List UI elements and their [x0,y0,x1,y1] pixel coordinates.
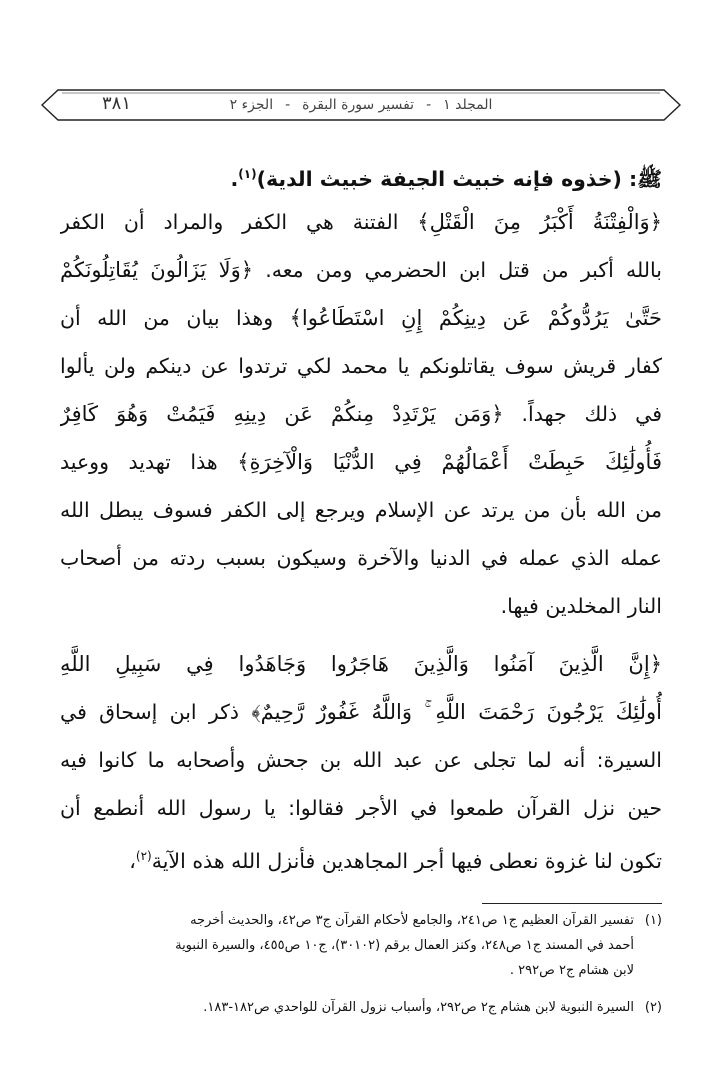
page-number: ٣٨١ [102,93,132,114]
part-label: الجزء ٢ [229,97,274,113]
text-line: من الله بأن من يرتد عن الإسلام ويرجع إلى الكفر فسوف يبطل الله [60,498,662,522]
text-line: حَتَّىٰ يَرُدُّوكُمْ عَن دِينِكُمْ إِنِ اسْتَطَاعُوا﴾ وهذا بيان من الله أن [60,306,662,330]
footnote-ref-2: (٢) [135,849,152,863]
page-header [40,84,682,126]
quran-verse: ﴿وَمَن يَرْتَدِدْ مِنكُمْ عَن دِينِهِ فَيَمُتْ وَهُوَ كَافِرٌ [60,402,504,426]
footnote-line: لابن هشام ج٢ ص٢٩٢ . [509,963,634,978]
running-title [40,92,682,118]
text-line: السيرة: أنه لما تجلى عن عبد الله بن جحش وأصحابه ما كانوا فيه [60,748,662,772]
text-line: تكون لنا غزوة نعطى فيها أجر المجاهدين فأنزل الله هذه الآية$^{(٢)}$، [129,848,662,873]
quran-verse: أُولَٰئِكَ يَرْجُونَ رَحْمَتَ اللَّهِ ۚ وَاللَّهُ غَفُورٌ رَّحِيمٌ﴾ [251,700,662,724]
footnote-line: تفسير القرآن العظيم ج١ ص٢٤١، والجامع لأحكام القرآن ج٣ ص٤٢، والحديث أخرجه [190,913,634,928]
quran-verse: ﴿وَالْفِتْنَةُ أَكْبَرُ مِنَ الْقَتْلِ﴾ [417,210,662,234]
footnote-number: (٢) [644,1000,662,1015]
main-text [60,150,662,880]
footnote-divider [482,903,662,904]
text-line: كفار قريش سوف يقاتلونكم يا محمد لكي ترتدوا عن دينكم ولن يألوا [60,354,662,378]
quran-verse: حَتَّىٰ يَرُدُّوكُمْ عَن دِينِكُمْ إِنِ اسْتَطَاعُوا﴾ [289,306,662,330]
text-line: عمله الذي عمله في الدنيا والآخرة وسيكون بسبب ردته من أصحاب [60,546,662,570]
book-title: تفسير سورة البقرة [302,97,415,113]
quran-verse: فَأُولَٰئِكَ حَبِطَتْ أَعْمَالُهُمْ فِي الدُّنْيَا وَالْآخِرَةِ﴾ [237,450,662,474]
text-line [60,640,662,688]
text-line: بالله أكبر من قتل ابن الحضرمي ومن معه. ﴿وَلَا يَزَالُونَ يُقَاتِلُونَكُمْ [60,258,662,282]
footnote-2 [60,995,662,1020]
text-line: فَأُولَٰئِكَ حَبِطَتْ أَعْمَالُهُمْ فِي الدُّنْيَا وَالْآخِرَةِ﴾ هذا تهديد ووعيد [60,450,662,474]
volume-label: المجلد ١ [443,97,493,113]
text-line: ﷺ: (خذوه فإنه خبيث الجيفة خبيث الدية)$^{(١)}$. [230,166,662,191]
footnote-line: السيرة النبوية لابن هشام ج٢ ص٢٩٢، وأسباب نزول القرآن للواحدي ص١٨٢-١٨٣. [203,1000,634,1015]
text-line: حين نزل القرآن طمعوا في الأجر فقالوا: يا رسول الله أنطمع أن [60,796,662,820]
footnote-1 [60,908,662,983]
text-line: النار المخلدين فيها. [500,594,662,618]
header-separator: - [426,97,432,113]
text-line: أُولَٰئِكَ يَرْجُونَ رَحْمَتَ اللَّهِ ۚ وَاللَّهُ غَفُورٌ رَّحِيمٌ﴾ ذكر ابن إسحاق في [60,700,662,724]
text-line: في ذلك جهداً. ﴿وَمَن يَرْتَدِدْ مِنكُمْ عَن دِينِهِ فَيَمُتْ وَهُوَ كَافِرٌ [60,402,662,426]
footnotes [60,908,662,1020]
quran-verse: ﴿إِنَّ الَّذِينَ آمَنُوا وَالَّذِينَ هَاجَرُوا وَجَاهَدُوا فِي سَبِيلِ اللَّهِ [60,652,662,676]
quran-verse: ﴿وَلَا يَزَالُونَ يُقَاتِلُونَكُمْ [60,258,254,282]
text-line: ﴿وَالْفِتْنَةُ أَكْبَرُ مِنَ الْقَتْلِ﴾ الفتنة هي الكفر والمراد أن الكفر [60,210,662,234]
footnote-line: أحمد في المسند ج١ ص٢٤٨، وكنز العمال برقم (٣٠١٠٢)، ج١٠ ص٤٥٥، والسيرة النبوية [175,938,634,953]
footnote-number: (١) [644,913,662,928]
header-separator-2: - [285,97,291,113]
footnote-ref-1: (١) [238,167,257,181]
